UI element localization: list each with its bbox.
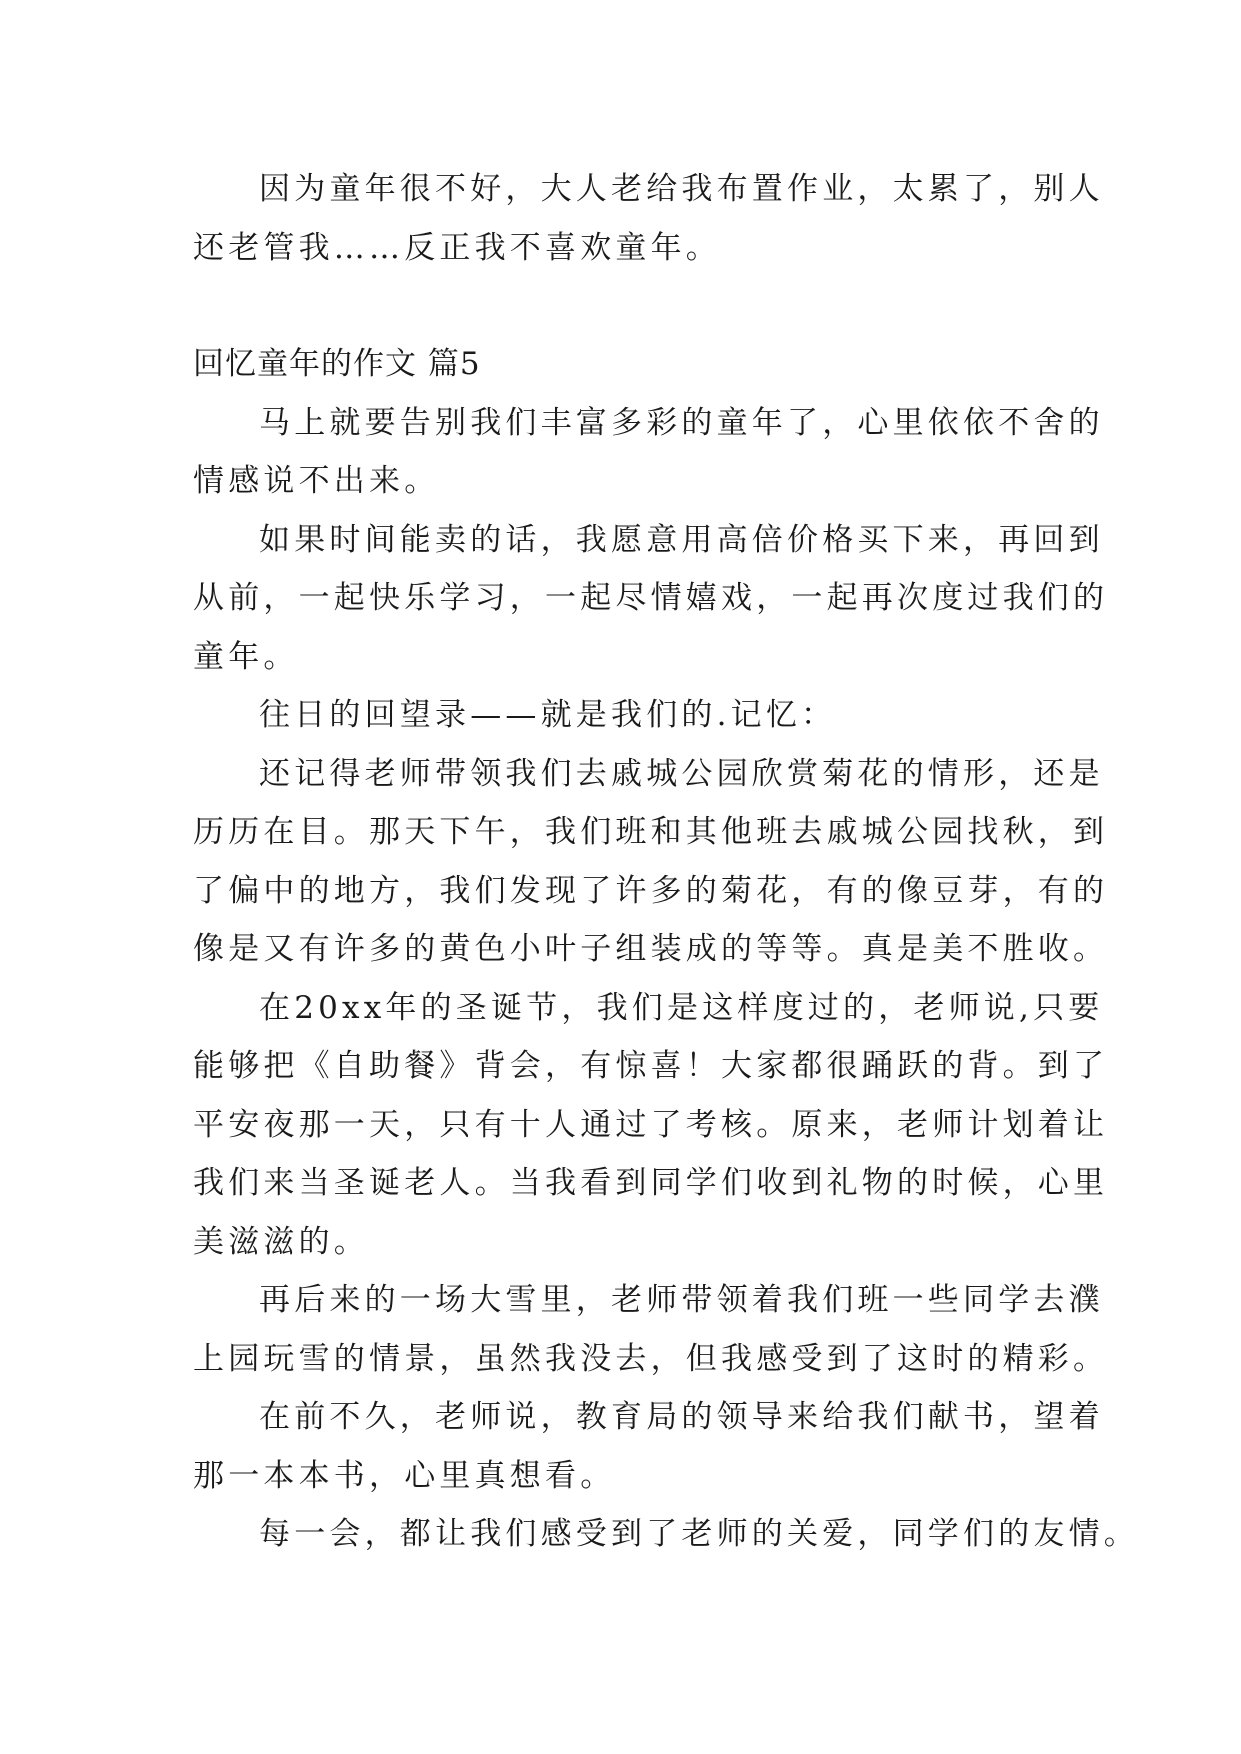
paragraph-line: 往日的回望录——就是我们的.记忆： [259,697,837,733]
paragraph-line: 了偏中的地方，我们发现了许多的菊花，有的像豆芽，有的 [193,872,1109,909]
paragraph [193,745,1109,979]
paragraph-line: 那一本本书，心里真想看。 [193,1457,616,1494]
paragraph-line: 情感说不出来。 [193,463,440,499]
paragraph [193,511,1109,687]
paragraph-line: 我们来当圣诞老人。当我看到同学们收到礼物的时候，心里 [193,1165,1109,1201]
paragraph-line: 在20xx年的圣诞节，我们是这样度过的，老师说,只要 [259,989,1104,1026]
paragraph-line: 童年。 [193,638,299,675]
paragraph-line: 每一会，都让我们感受到了老师的关爱，同学们的友情。 [259,1516,1139,1552]
paragraph-line: 能够把《自助餐》背会，有惊喜！大家都很踊跃的背。到了 [193,1048,1109,1084]
paragraph-line: 上园玩雪的情景，虽然我没去，但我感受到了这时的精彩。 [193,1340,1109,1377]
paragraph [193,979,1109,1272]
paragraph-line: 如果时间能卖的话，我愿意用高倍价格买下来，再回到 [259,521,1104,558]
paragraph [193,686,1063,745]
paragraph-line: 历历在目。那天下午，我们班和其他班去戚城公园找秋，到 [193,814,1109,850]
paragraph [193,160,1104,277]
paragraph-gap [193,277,1063,335]
paragraph-line: 马上就要告别我们丰富多彩的童年了，心里依依不舍的 [259,404,1104,441]
paragraph [193,1388,1104,1505]
paragraph [193,1505,1139,1564]
paragraph-line: 平安夜那一天，只有十人通过了考核。原来，老师计划着让 [193,1106,1109,1143]
paragraph-line: 从前，一起快乐学习，一起尽情嬉戏，一起再次度过我们的 [193,580,1109,616]
paragraph-line: 还记得老师带领我们去戚城公园欣赏菊花的情形，还是 [259,755,1104,792]
paragraph-line: 还老管我……反正我不喜欢童年。 [193,229,721,266]
paragraph-line: 再后来的一场大雪里，老师带领着我们班一些同学去濮 [259,1282,1104,1318]
paragraph [193,394,1104,511]
document-body [193,160,1139,1564]
paragraph-line: 美滋滋的。 [193,1223,369,1260]
paragraph-line: 因为童年很不好，大人老给我布置作业，太累了，别人 [259,171,1104,207]
paragraph [193,1271,1109,1388]
section-heading: 回忆童年的作文 篇5 [193,346,481,382]
paragraph-line: 像是又有许多的黄色小叶子组装成的等等。真是美不胜收。 [193,931,1109,967]
paragraph-line: 在前不久，老师说，教育局的领导来给我们献书，望着 [259,1399,1104,1435]
